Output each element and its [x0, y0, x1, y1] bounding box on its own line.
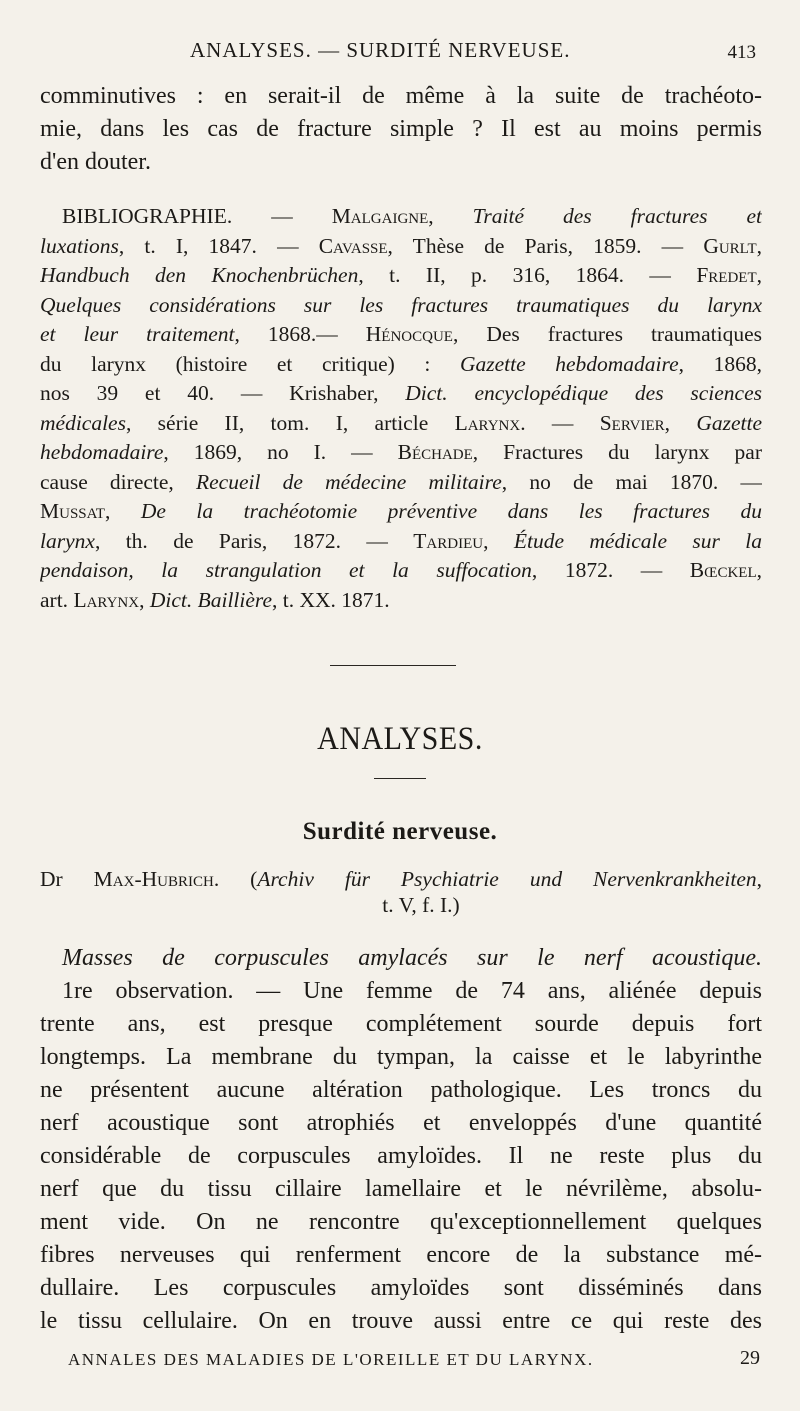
bibliography-line: nos 39 et 40. — Krishaber, Dict. encyclopédique des sciences: [40, 381, 762, 405]
bibliography-line: médicales, série II, tom. I, article Larynx. — Servier, Gazette: [40, 410, 762, 435]
citation-volume: t. V, f. I.): [382, 893, 460, 917]
author-name: Max-Hubrich: [93, 867, 214, 891]
bibliography-line: et leur traitement, 1868.— Hénocque, Des fractures traumatiques: [40, 322, 762, 346]
bibliography-line: BIBLIOGRAPHIE. — Malgaigne, Traité des fractures et: [62, 204, 762, 228]
section-divider: [330, 665, 456, 666]
work-title: De la trachéotomie préventive dans les fractures du: [140, 499, 762, 523]
text-line: 1re observation. — Une femme de 74 ans, aliénée depuis: [62, 978, 762, 1004]
bibliography-line: cause directe, Recueil de médecine militaire, no de mai 1870. —: [40, 469, 762, 494]
page-number: 413: [727, 42, 756, 63]
opening-paragraph: [40, 80, 762, 179]
article-citation: [40, 866, 762, 918]
bibliography-label: BIBLIOGRAPHIE.: [62, 204, 233, 228]
text-line: dullaire. Les corpuscules amyloïdes sont disséminés dans: [40, 1275, 762, 1301]
article-subtitle: Masses de corpuscules amylacés sur le nerf acoustique.: [62, 945, 762, 971]
author-name: Hénocque: [365, 322, 453, 346]
section-title: ANALYSES.: [317, 720, 483, 757]
bibliography-line: hebdomadaire, 1869, no I. — Béchade, Fractures du larynx par: [40, 440, 762, 464]
text-line: trente ans, est presque complétement sourde depuis fort: [40, 1011, 762, 1037]
work-title: Étude médicale sur la: [513, 528, 762, 553]
work-title: Handbuch den Knochenbrüchen: [40, 263, 359, 287]
journal-name: Archiv für Psychiatrie und Nervenkrankheiten: [257, 867, 757, 891]
title-divider: [374, 778, 426, 779]
bibliography: [40, 202, 762, 615]
text-line: nerf que du tissu cillaire lamellaire et le névrilème, absolu-: [40, 1176, 762, 1202]
author-name: Béchade: [397, 440, 473, 464]
bibliography-line: luxations, t. I, 1847. — Cavasse, Thèse de Paris, 1859. — Gurlt,: [40, 233, 762, 258]
author-name: Cavasse: [318, 233, 388, 258]
text-line: mie, dans les cas de fracture simple ? Il est au moins permis: [40, 116, 762, 142]
author-name: Bœckel: [689, 558, 757, 582]
work-title: Recueil de médecine militaire: [196, 469, 502, 494]
text-line: comminutives : en serait-il de même à la suite de trachéoto-: [40, 83, 762, 109]
author-name: Servier: [599, 410, 665, 435]
bibliography-line: Quelques considérations sur les fractures traumatiques du larynx: [40, 292, 762, 317]
bibliography-line: du larynx (histoire et critique) : Gazette hebdomadaire, 1868,: [40, 351, 762, 376]
work-title: luxations: [40, 233, 119, 258]
text-line: d'en douter.: [40, 149, 151, 175]
article-body: [40, 942, 762, 1338]
bibliography-line: art. Larynx, Dict. Baillière, t. XX. 1871.: [40, 587, 390, 612]
author-name: Gurlt: [703, 233, 757, 258]
text-line: longtemps. La membrane du tympan, la caisse et le labyrinthe: [40, 1044, 762, 1070]
work-title: et leur traitement: [40, 322, 235, 346]
work-title: larynx: [40, 528, 95, 553]
text-line: ne présentent aucune altération pathologique. Les troncs du: [40, 1077, 762, 1103]
author-name: Fredet: [696, 263, 757, 287]
bibliography-line: pendaison, la strangulation et la suffocation, 1872. — Bœckel,: [40, 558, 762, 582]
author-name: Malgaigne: [331, 204, 429, 228]
work-title: pendaison, la strangulation et la suffocation: [40, 558, 532, 582]
citation-line: Dr Max-Hubrich. (Archiv für Psychiatrie und Nervenkrankheiten,: [40, 867, 762, 891]
printer-signature-mark: 29: [740, 1347, 760, 1369]
page-footer: [68, 1347, 760, 1378]
running-title: ANALYSES. — SURDITÉ NERVEUSE.: [190, 38, 571, 62]
text-line: le tissu cellulaire. On en trouve aussi entre ce qui reste des: [40, 1308, 762, 1334]
text-line: nerf acoustique sont atrophiés et enveloppés d'une quantité: [40, 1110, 762, 1136]
bibliography-line: Handbuch den Knochenbrüchen, t. II, p. 316, 1864. — Fredet,: [40, 263, 762, 287]
text-line: ment vide. On ne rencontre qu'exceptionnellement quelques: [40, 1209, 762, 1235]
work-title: Traité des fractures et: [472, 204, 762, 228]
article-title: Surdité nerveuse.: [302, 818, 498, 845]
bibliography-line: Mussat, De la trachéotomie préventive dans les fractures du: [40, 499, 762, 523]
work-title: médicales: [40, 410, 126, 435]
footer-journal-title: ANNALES DES MALADIES DE L'OREILLE ET DU LARYNX.: [68, 1350, 594, 1369]
text-line: considérable de corpuscules amyloïdes. Il ne reste plus du: [40, 1143, 762, 1169]
author-name: Tardieu: [413, 528, 484, 553]
author-name: Mussat: [40, 499, 105, 523]
work-title: Dict. encyclopédique des sciences: [405, 381, 762, 405]
article-name: Larynx: [454, 410, 521, 435]
running-head: [0, 38, 800, 68]
work-title: Gazette: [696, 410, 762, 435]
work-title: Dict. Baillière: [149, 587, 273, 612]
bibliography-line: larynx, th. de Paris, 1872. — Tardieu, Étude médicale sur la: [40, 528, 762, 553]
work-title: hebdomadaire: [40, 440, 164, 464]
work-title: Gazette hebdomadaire: [459, 351, 679, 376]
article-name: Larynx: [73, 587, 140, 612]
text-line: fibres nerveuses qui renferment encore de la substance mé-: [40, 1242, 762, 1268]
